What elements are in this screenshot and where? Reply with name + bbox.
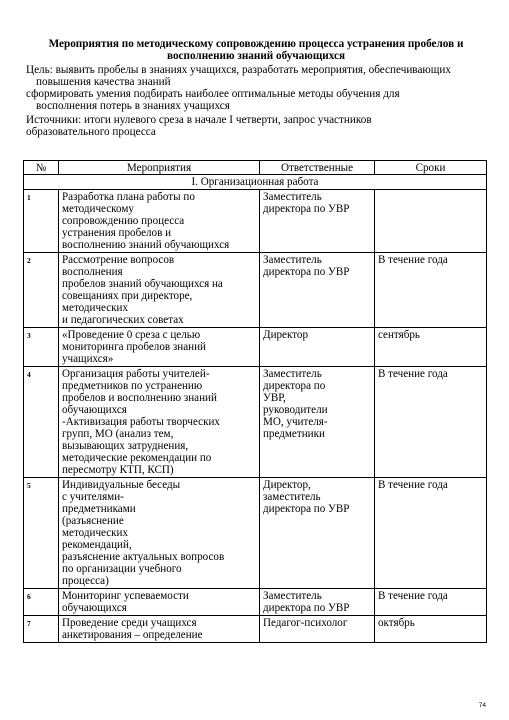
cell-line: (разъяснение [62, 515, 124, 527]
goal-line: восполнения потерь в знаниях учащихся [36, 100, 230, 112]
table-row [24, 253, 487, 328]
event-cell [59, 253, 260, 328]
event-cell [59, 328, 260, 367]
cell-line: по организации учебного [62, 563, 182, 575]
sources-line: образовательного процесса [26, 126, 156, 138]
cell-line: МО, учителя- [263, 416, 328, 428]
table-row [24, 328, 487, 367]
cell-line: Заместитель [263, 254, 322, 266]
cell-line: Заместитель [263, 368, 322, 380]
cell-line: групп, МО (анализ тем, [62, 428, 174, 440]
responsible-cell [260, 328, 375, 367]
cell-line: Разработка плана работы по [62, 191, 195, 203]
table-row [24, 367, 487, 478]
cell-line: «Проведение 0 среза с целью [62, 329, 201, 341]
table-row [24, 478, 487, 589]
term-cell: В течение года [375, 367, 487, 478]
row-number: 7 [24, 616, 59, 643]
cell-line: восполнению знаний обучающихся [62, 239, 230, 251]
cell-line: Рассмотрение вопросов [62, 254, 175, 266]
cell-line: обучающихся [62, 404, 127, 416]
cell-line: директора по УВР [263, 503, 350, 515]
cell-line: методические рекомендации по [62, 452, 212, 464]
cell-line: директора по УВР [263, 203, 350, 215]
term-cell: В течение года [375, 253, 487, 328]
row-number: 3 [24, 328, 59, 367]
term-cell: сентябрь [375, 328, 487, 367]
cell-line: Организация работы учителей- [62, 368, 210, 380]
row-number: 5 [24, 478, 59, 589]
cell-line: Педагог-психолог [263, 617, 348, 629]
cell-line: пересмотру КТП, КСП) [62, 464, 174, 476]
cell-line: учащихся» [62, 353, 114, 365]
event-cell [59, 478, 260, 589]
cell-line: директора по УВР [263, 602, 350, 614]
events-table [23, 160, 487, 643]
cell-line: Индивидуальные беседы [62, 479, 181, 491]
table-row [24, 589, 487, 616]
term-cell: В течение года [375, 589, 487, 616]
event-cell [59, 616, 260, 643]
cell-line: рекомендаций, [62, 539, 132, 551]
cell-line: Заместитель [263, 590, 322, 602]
table-body [24, 175, 487, 643]
responsible-cell [260, 589, 375, 616]
cell-line: восполнения [62, 266, 123, 278]
cell-line: заместитель [263, 491, 321, 503]
cell-line: пробелов знаний обучающихся на [62, 278, 223, 290]
cell-line: сопровождению процесса [62, 215, 185, 227]
cell-line: устранения пробелов и [62, 227, 172, 239]
intro-block [26, 64, 486, 138]
cell-line: пробелов и восполнению знаний [62, 392, 217, 404]
cell-line: Заместитель [263, 191, 322, 203]
goal-line: Цель: выявить пробелы в знаниях учащихся, разработать мероприятия, обеспечивающих [26, 64, 451, 76]
event-cell [59, 190, 260, 253]
table-row [24, 190, 487, 253]
document-title [30, 38, 482, 62]
cell-line: УВР, [263, 392, 286, 404]
responsible-cell [260, 616, 375, 643]
cell-line: Директор [263, 329, 309, 341]
term-cell: октябрь [375, 616, 487, 643]
section-title: I. Организационная работа [24, 175, 487, 190]
header-event: Мероприятия [59, 161, 260, 175]
cell-line: предметниками [62, 503, 136, 515]
cell-line: Проведение среди учащихся [62, 617, 197, 629]
responsible-cell [260, 190, 375, 253]
cell-line: директора по УВР [263, 266, 350, 278]
cell-line: вызывающих затруднения, [62, 440, 189, 452]
row-number: 1 [24, 190, 59, 253]
cell-line: предметники [263, 428, 325, 440]
sources-line: Источники: итоги нулевого среза в начале I четверти, запрос участников [26, 114, 372, 126]
cell-line: процесса) [62, 575, 109, 587]
event-cell [59, 589, 260, 616]
title-line: Мероприятия по методическому сопровождению процесса устранения пробелов и [48, 38, 464, 50]
header-term: Сроки [375, 161, 487, 175]
cell-line: методических [62, 302, 129, 314]
table-row [24, 616, 487, 643]
header-num: № [24, 161, 59, 175]
cell-line: и педагогических советах [62, 314, 184, 326]
event-cell [59, 367, 260, 478]
section-row [24, 175, 487, 190]
responsible-cell [260, 478, 375, 589]
cell-line: Мониторинг успеваемости [62, 590, 189, 602]
cell-line: с учителями- [62, 491, 124, 503]
cell-line: методическому [62, 203, 134, 215]
row-number: 6 [24, 589, 59, 616]
term-cell: В течение года [375, 478, 487, 589]
responsible-cell [260, 253, 375, 328]
cell-line: Директор, [263, 479, 311, 491]
term-cell [375, 190, 487, 253]
header-responsible: Ответственные [260, 161, 375, 175]
cell-line: методических [62, 527, 129, 539]
page-number: 74 [478, 702, 486, 709]
cell-line: руководители [263, 404, 328, 416]
row-number: 4 [24, 367, 59, 478]
cell-line: предметников по устранению [62, 380, 203, 392]
cell-line: разъяснение актуальных вопросов [62, 551, 225, 563]
table-header-row [24, 161, 487, 175]
row-number: 2 [24, 253, 59, 328]
goal-line: повышения качества знаний [36, 76, 171, 88]
goal-line: сформировать умения подбирать наиболее оптимальные методы обучения для [26, 88, 400, 100]
responsible-cell [260, 367, 375, 478]
title-line: восполнению знаний обучающихся [167, 50, 345, 62]
cell-line: -Активизация работы творческих [62, 416, 220, 428]
cell-line: анкетирования – определение [62, 629, 203, 641]
cell-line: совещаниях при директоре, [62, 290, 193, 302]
cell-line: директора по [263, 380, 326, 392]
cell-line: обучающихся [62, 602, 127, 614]
cell-line: мониторинга пробелов знаний [62, 341, 206, 353]
